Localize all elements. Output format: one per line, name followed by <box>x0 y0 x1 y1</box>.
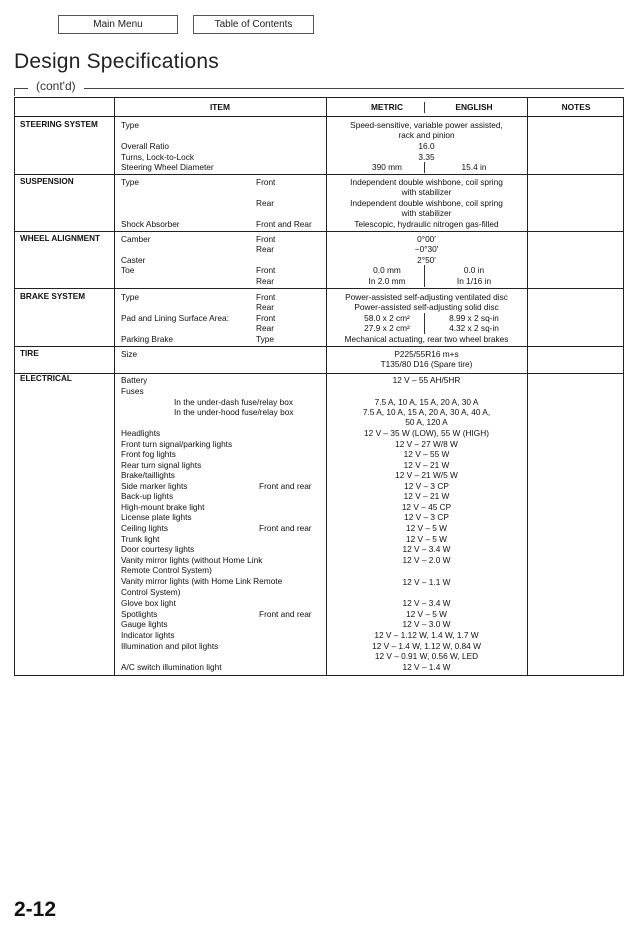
metric-english-divider <box>424 276 425 287</box>
value: P225/55R16 m+s <box>394 349 459 359</box>
value: 12 V – 3 CP <box>404 481 449 491</box>
value-english: 0.0 in <box>463 265 485 275</box>
value: 2°50′ <box>417 255 436 265</box>
label-brake-tail: Brake/taillights <box>121 470 175 480</box>
value: Independent double wishbone, coil spring <box>350 198 503 208</box>
value: 12 V – 45 CP <box>401 502 452 512</box>
label-side-marker: Side marker lights <box>121 481 188 491</box>
value: 12 V – 35 W (LOW), 55 W (HIGH) <box>364 428 489 438</box>
label-trunk: Trunk light <box>121 534 160 544</box>
metric-english-divider <box>424 323 425 334</box>
section-electrical: ELECTRICAL <box>20 374 72 383</box>
value: 0°00′ <box>417 234 436 244</box>
value: with stabilizer <box>401 208 452 218</box>
value: 12 V – 3.4 W <box>402 598 451 608</box>
position: Front and rear <box>259 523 312 533</box>
label-size: Size <box>121 349 138 359</box>
section-brake: BRAKE SYSTEM <box>20 292 86 301</box>
divider <box>14 88 624 89</box>
position: Front <box>256 177 276 187</box>
section-steering: STEERING SYSTEM <box>20 120 98 129</box>
label-vanity-with: Vanity mirror lights (with Home Link Remote <box>121 576 283 586</box>
value: 12 V – 0.91 W, 0.56 W, LED <box>374 651 479 661</box>
row-divider <box>15 373 623 374</box>
label-ceiling: Ceiling lights <box>121 523 169 533</box>
row-divider <box>15 231 623 232</box>
position: Rear <box>256 302 274 312</box>
value: 12 V – 5 W <box>405 609 448 619</box>
divider-tick <box>14 88 15 96</box>
value: rack and pinion <box>398 130 455 140</box>
label-type: Type <box>121 292 139 302</box>
value: 12 V – 1.4 W <box>402 662 451 672</box>
label-pad: Pad and Lining Surface Area: <box>121 313 229 323</box>
label-ratio: Overall Ratio <box>121 141 169 151</box>
page-title: Design Specifications <box>14 50 219 73</box>
value: 12 V – 27 W/8 W <box>395 439 458 449</box>
metric-english-divider <box>424 102 425 113</box>
value-metric: 0.0 mm <box>373 265 401 275</box>
label-type: Type <box>121 177 139 187</box>
label-headlights: Headlights <box>121 428 161 438</box>
label-vanity-with-cont: Control System) <box>121 587 181 597</box>
value: with stabilizer <box>401 187 452 197</box>
section-tire: TIRE <box>20 349 39 358</box>
label-vanity-without-cont: Remote Control System) <box>121 565 212 575</box>
value-metric: 58.0 x 2 cm² <box>364 313 410 323</box>
main-menu-button[interactable]: Main Menu <box>58 15 178 34</box>
row-divider <box>15 288 623 289</box>
value: 3.35 <box>418 152 435 162</box>
header-english: ENGLISH <box>455 102 493 112</box>
continued-label: (cont'd) <box>28 79 84 93</box>
column-divider <box>527 98 528 675</box>
value: 12 V – 21 W/5 W <box>395 470 458 480</box>
value: 12 V – 2.0 W <box>402 555 451 565</box>
value-metric: 390 mm <box>372 162 402 172</box>
label-indicator: Indicator lights <box>121 630 175 640</box>
position: Front <box>256 292 276 302</box>
label-turns: Turns, Lock-to-Lock <box>121 152 195 162</box>
position: Front <box>256 265 276 275</box>
label-type: Type <box>121 120 139 130</box>
value-english: In 1/16 in <box>456 276 492 286</box>
header-item: ITEM <box>209 102 230 112</box>
value: 12 V – 5 W <box>405 523 448 533</box>
label-underdash: In the under-dash fuse/relay box <box>174 397 293 407</box>
label-glove: Glove box light <box>121 598 176 608</box>
value: 12 V – 5 W <box>405 534 448 544</box>
label-camber: Camber <box>121 234 151 244</box>
specifications-table <box>14 97 624 676</box>
label-gauge: Gauge lights <box>121 619 168 629</box>
value-metric: 27.9 x 2 cm² <box>364 323 410 333</box>
column-divider <box>114 98 115 675</box>
label-parking: Parking Brake <box>121 334 174 344</box>
label-vanity-without: Vanity mirror lights (without Home Link <box>121 555 263 565</box>
metric-english-divider <box>424 162 425 173</box>
value: Mechanical actuating, rear two wheel brakes <box>344 334 509 344</box>
position: Rear <box>256 276 274 286</box>
position: Front and rear <box>259 481 312 491</box>
label-illum: Illumination and pilot lights <box>121 641 219 651</box>
label-shock: Shock Absorber <box>121 219 180 229</box>
value: 12 V – 55 W <box>403 449 450 459</box>
value: Power-assisted self-adjusting ventilated disc <box>345 292 508 302</box>
table-of-contents-button[interactable]: Table of Contents <box>193 15 314 34</box>
value: 12 V – 21 W <box>403 491 450 501</box>
label-spot: Spotlights <box>121 609 158 619</box>
position: Rear <box>256 323 274 333</box>
section-alignment: WHEEL ALIGNMENT <box>20 234 101 243</box>
label-license: License plate lights <box>121 512 192 522</box>
value: 12 V – 3.0 W <box>402 619 451 629</box>
label-caster: Caster <box>121 255 146 265</box>
position: Front <box>256 313 276 323</box>
position: Type <box>256 334 274 344</box>
position: Front and Rear <box>256 219 312 229</box>
metric-english-divider <box>424 265 425 276</box>
label-high-mount: High-mount brake light <box>121 502 205 512</box>
label-toe: Toe <box>121 265 135 275</box>
header-notes: NOTES <box>561 102 591 112</box>
label-battery: Battery <box>121 375 148 385</box>
row-divider <box>15 174 623 175</box>
value: 12 V – 3.4 W <box>402 544 451 554</box>
label-fuses: Fuses <box>121 386 144 396</box>
page-number: 2-12 <box>14 898 57 921</box>
value-english: 15.4 in <box>461 162 487 172</box>
value: 7.5 A, 10 A, 15 A, 20 A, 30 A <box>374 397 479 407</box>
label-front-fog: Front fog lights <box>121 449 176 459</box>
label-rear-turn: Rear turn signal lights <box>121 460 202 470</box>
value: 7.5 A, 10 A, 15 A, 20 A, 30 A, 40 A, <box>362 407 491 417</box>
value: 12 V – 55 AH/5HR <box>392 375 461 385</box>
value-metric: In 2.0 mm <box>368 276 406 286</box>
position: Front <box>256 234 276 244</box>
label-ac: A/C switch illumination light <box>121 662 222 672</box>
position: Front and rear <box>259 609 312 619</box>
value: 12 V – 21 W <box>403 460 450 470</box>
value: 12 V – 1.12 W, 1.4 W, 1.7 W <box>374 630 479 640</box>
label-backup: Back-up lights <box>121 491 174 501</box>
value: 50 A, 120 A <box>405 417 448 427</box>
label-door: Door courtesy lights <box>121 544 195 554</box>
value: 12 V – 1.1 W <box>402 577 451 587</box>
value: T135/80 D16 (Spare tire) <box>380 359 473 369</box>
label-front-turn: Front turn signal/parking lights <box>121 439 233 449</box>
label-wheel: Steering Wheel Diameter <box>121 162 214 172</box>
value: −0°30′ <box>414 244 439 254</box>
value-english: 8.99 x 2 sq-in <box>449 313 499 323</box>
row-divider <box>15 116 623 117</box>
value-english: 4.32 x 2 sq-in <box>449 323 499 333</box>
value: 12 V – 3 CP <box>404 512 449 522</box>
position: Rear <box>256 244 274 254</box>
value: Power-assisted self-adjusting solid disc <box>354 302 499 312</box>
section-suspension: SUSPENSION <box>20 177 74 186</box>
row-divider <box>15 346 623 347</box>
header-metric: METRIC <box>370 102 404 112</box>
label-underhood: In the under-hood fuse/relay box <box>174 407 294 417</box>
value: Independent double wishbone, coil spring <box>350 177 503 187</box>
value: 12 V – 1.4 W, 1.12 W, 0.84 W <box>372 641 481 651</box>
position: Rear <box>256 198 274 208</box>
value: 16.0 <box>418 141 435 151</box>
value: Speed-sensitive, variable power assisted, <box>350 120 503 130</box>
value: Telescopic, hydraulic nitrogen gas-filled <box>354 219 499 229</box>
